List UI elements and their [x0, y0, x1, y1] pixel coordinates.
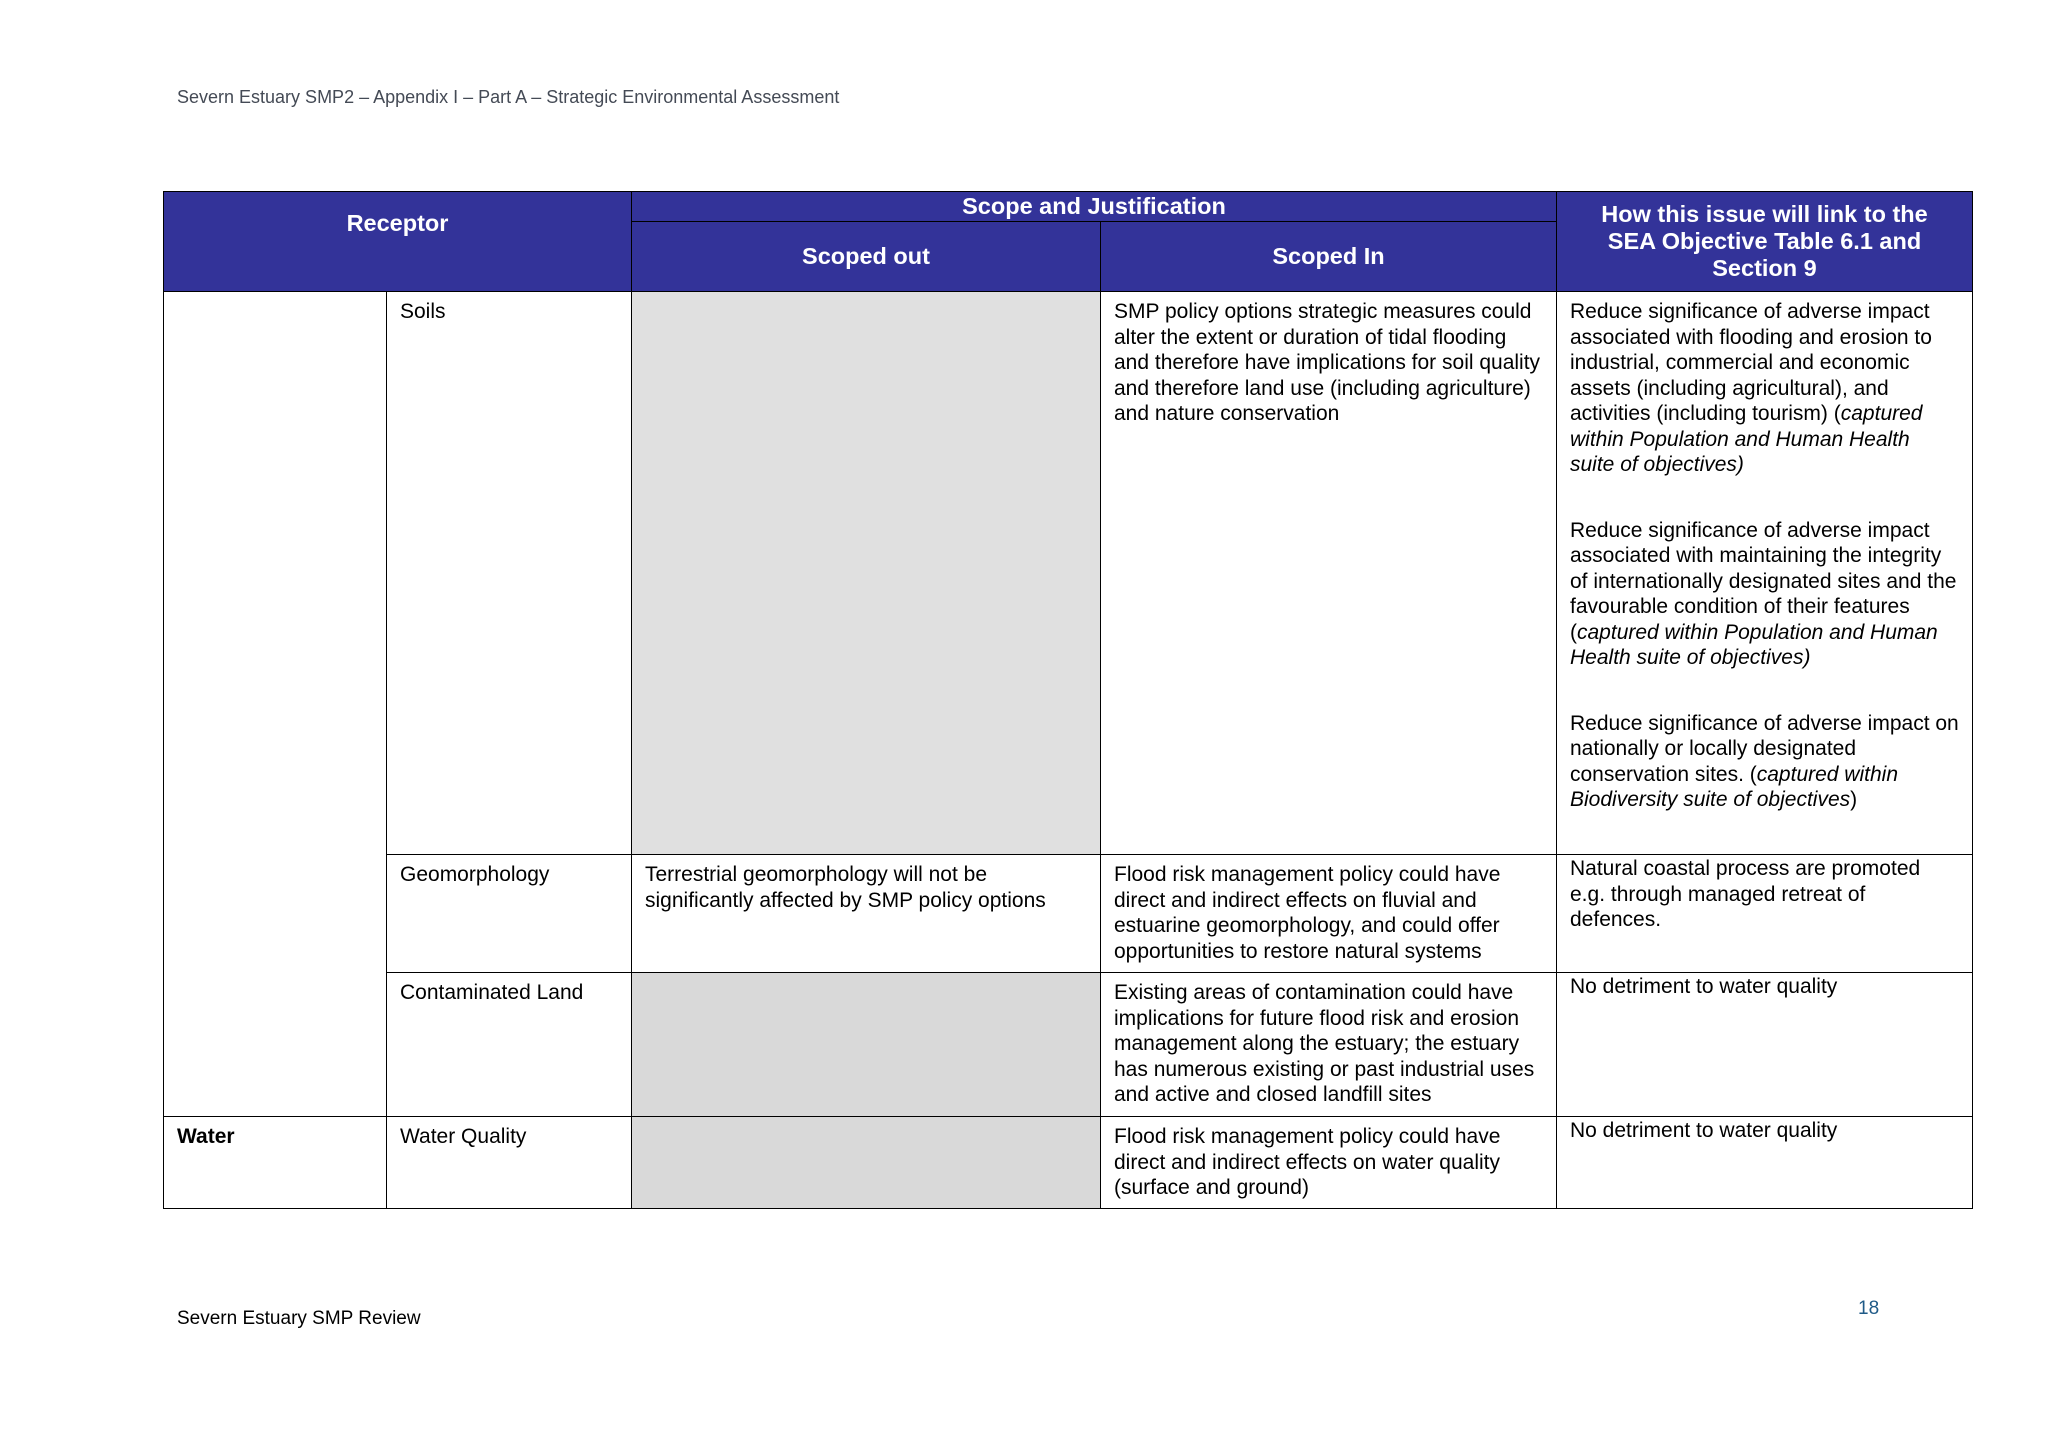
sea-link-paragraph: Reduce significance of adverse impact associated with flooding and erosion to industrial, commercial and economic assets (including agricultural), and activities (including tourism) (captured within Population and Human Health suite of objectives) — [1570, 300, 1932, 476]
scoped-in-cell: Flood risk management policy could have direct and indirect effects on fluvial and estuarine geomorphology, and could offer opportunities to restore natural systems — [1101, 855, 1557, 973]
sea-link-cell — [1557, 292, 1973, 855]
sea-link-paragraph: Reduce significance of adverse impact on nationally or locally designated conservation sites. (captured within Biodiversity suite of objectives) — [1570, 711, 1959, 811]
sea-link-cell: No detriment to water quality — [1557, 973, 1973, 1117]
scoped-in-cell: Existing areas of contamination could have implications for future flood risk and erosion management along the estuary; the estuary has numerous existing or past industrial uses and active and closed landfill sites — [1101, 973, 1557, 1117]
sub-receptor-cell: Geomorphology — [387, 855, 632, 973]
header-sea-link-line3: Section 9 — [1712, 255, 1817, 281]
header-sea-link-line2: SEA Objective Table 6.1 and — [1607, 228, 1922, 254]
running-footer: Severn Estuary SMP Review — [177, 1308, 421, 1329]
sub-receptor-cell: Contaminated Land — [387, 973, 632, 1117]
header-receptor: Receptor — [164, 192, 632, 292]
table-row — [164, 855, 1973, 973]
scoped-out-cell — [632, 973, 1101, 1117]
scoped-in-cell: Flood risk management policy could have direct and indirect effects on water quality (surface and ground) — [1101, 1117, 1557, 1209]
scoped-out-cell — [632, 1117, 1101, 1209]
table-row — [164, 1117, 1973, 1209]
header-scoped-out: Scoped out — [632, 222, 1101, 292]
table-row — [164, 973, 1973, 1117]
sea-link-cell: No detriment to water quality — [1557, 1117, 1973, 1209]
sea-link-paragraph: Reduce significance of adverse impact associated with maintaining the integrity of internationally designated sites and the favourable condition of their features (captured within Population and Human Health suite of objectives) — [1570, 518, 1957, 669]
sea-link-cell: Natural coastal process are promoted e.g. through managed retreat of defences. — [1557, 855, 1973, 973]
scoped-out-cell — [632, 292, 1101, 855]
scoping-table — [163, 191, 1973, 1209]
header-sea-link — [1557, 192, 1973, 292]
running-header: Severn Estuary SMP2 – Appendix I – Part A – Strategic Environmental Assessment — [177, 87, 840, 107]
receptor-cell — [164, 292, 387, 1117]
receptor-cell: Water — [164, 1117, 387, 1209]
page-number: 18 — [1858, 1298, 1880, 1319]
header-scope-justification: Scope and Justification — [632, 192, 1557, 222]
scoped-out-cell: Terrestrial geomorphology will not be significantly affected by SMP policy options — [632, 855, 1101, 973]
table-row — [164, 292, 1973, 855]
scoped-in-cell: SMP policy options strategic measures could alter the extent or duration of tidal flooding and therefore have implications for soil quality and therefore land use (including agriculture) and nature conservation — [1101, 292, 1557, 855]
sub-receptor-cell: Soils — [387, 292, 632, 855]
header-scoped-in: Scoped In — [1101, 222, 1557, 292]
header-sea-link-line1: How this issue will link to the — [1601, 201, 1928, 227]
sub-receptor-cell: Water Quality — [387, 1117, 632, 1209]
